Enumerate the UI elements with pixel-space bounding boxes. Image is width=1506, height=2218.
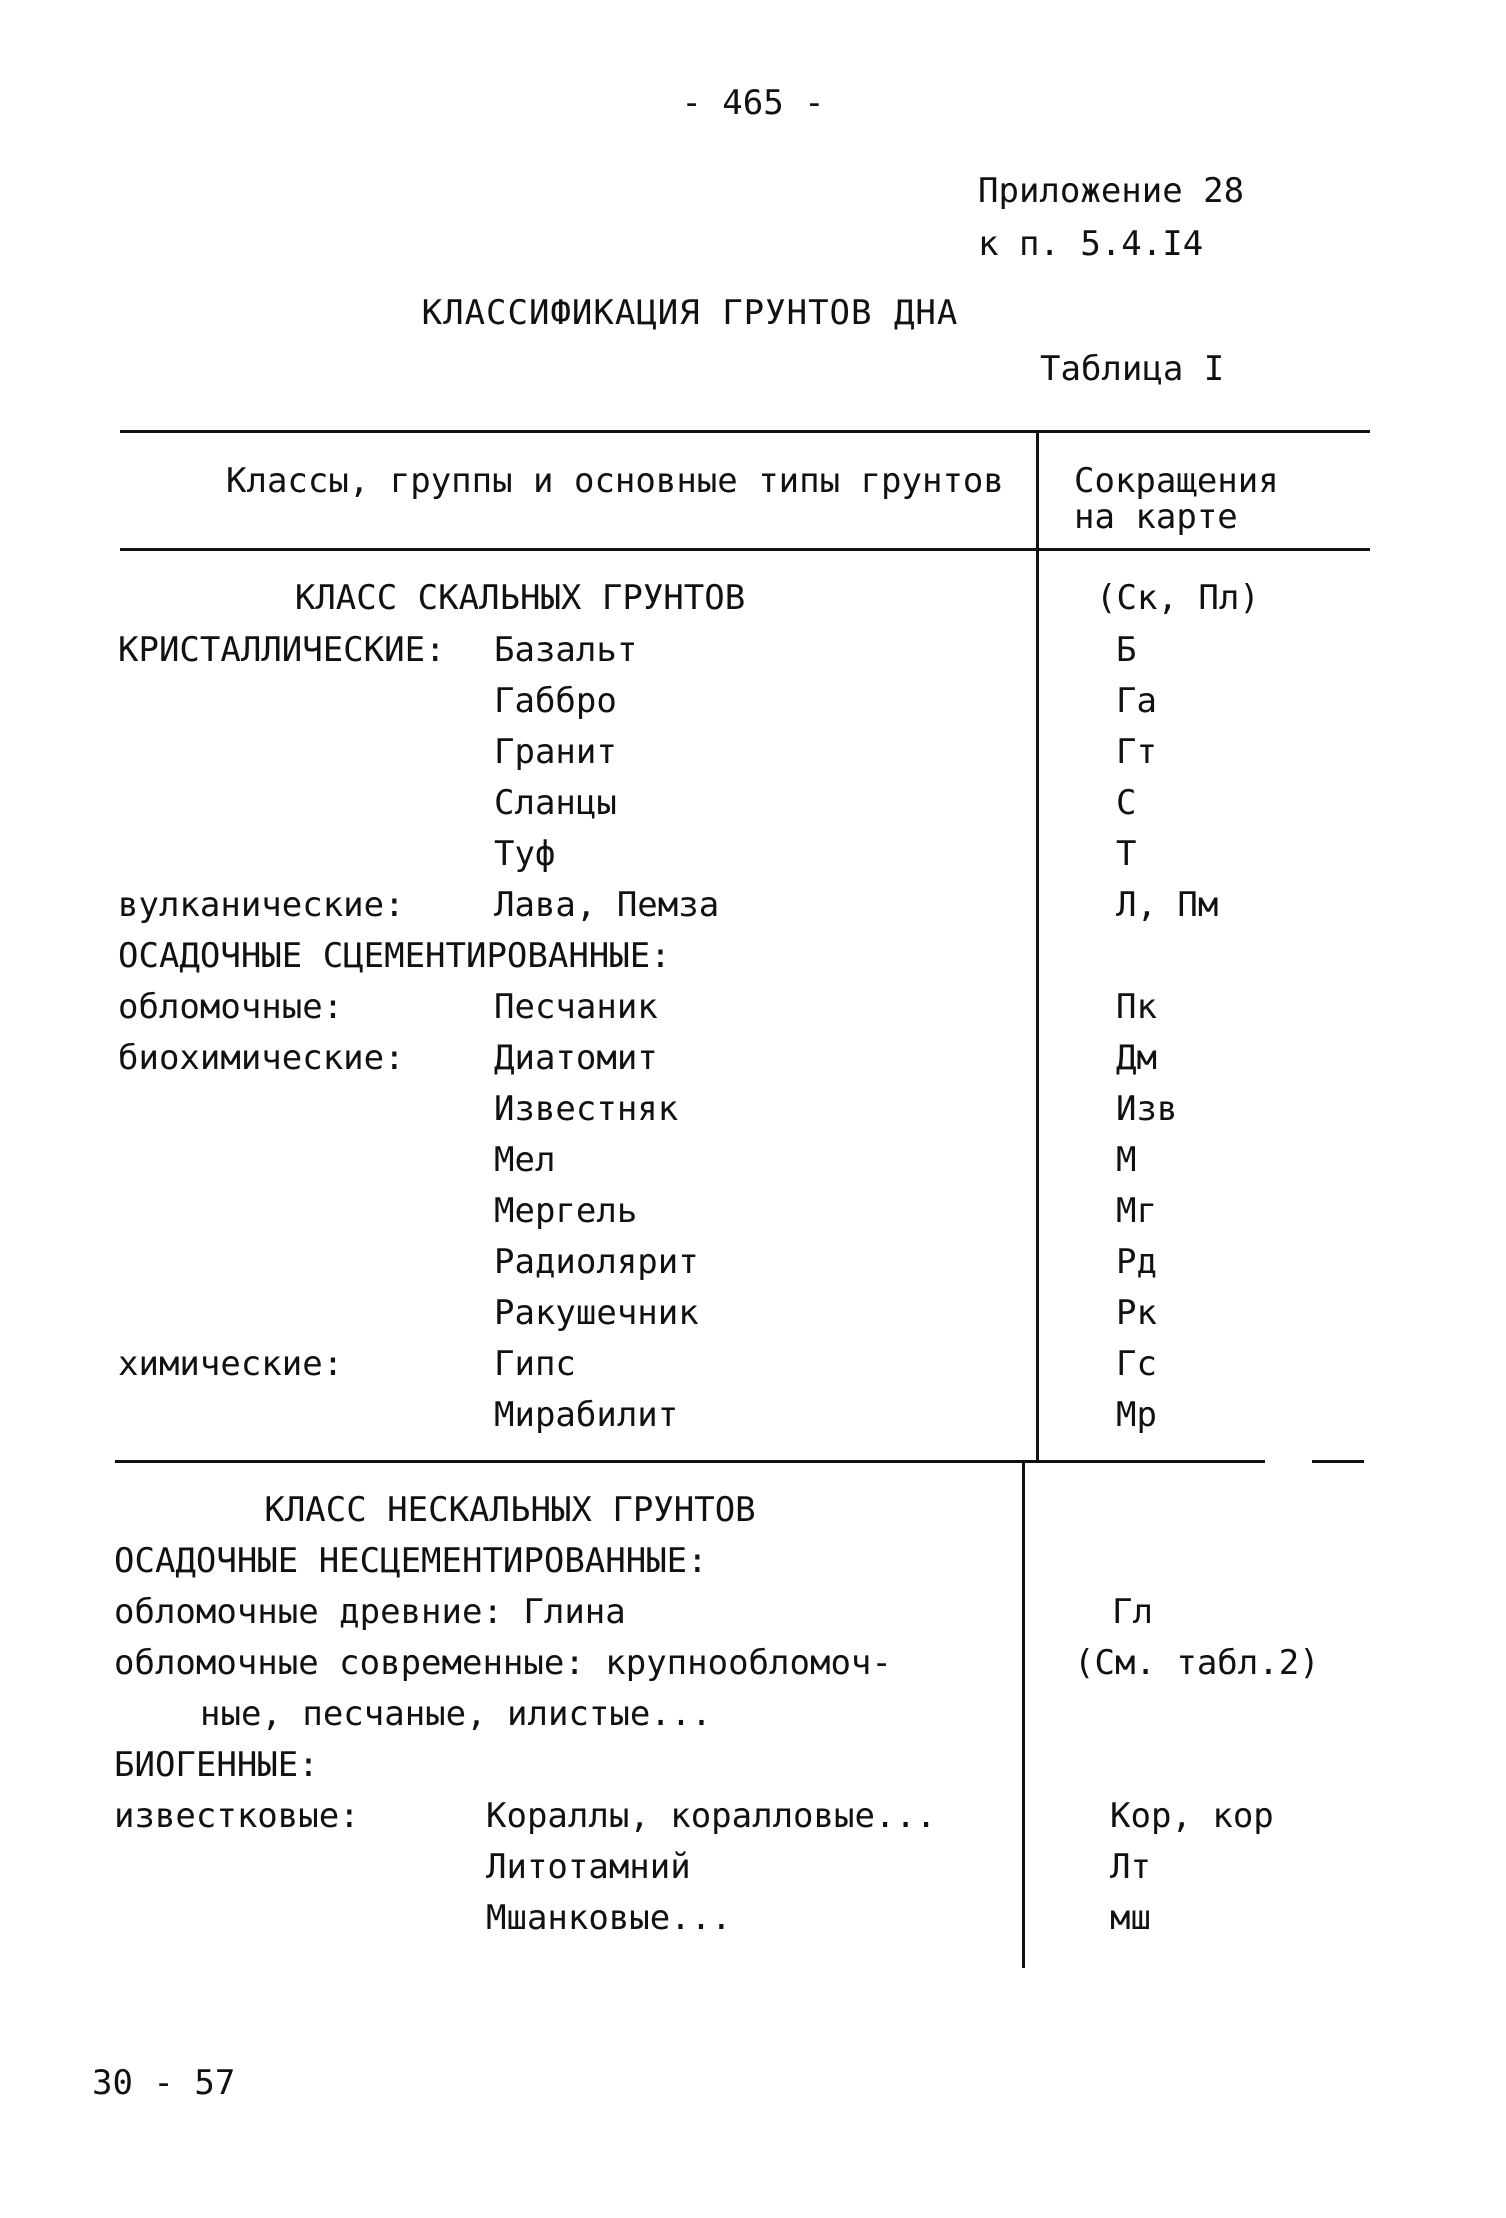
rock-class-abbr: (Ск, Пл)	[1096, 578, 1260, 618]
map-abbreviation: Кор, кор	[1110, 1796, 1274, 1836]
table-row	[0, 630, 1506, 670]
soil-group-line: обломочные древние: Глина	[114, 1592, 626, 1632]
category-label: вулканические:	[118, 885, 405, 925]
table-row	[0, 1898, 1506, 1938]
soil-type: Мирабилит	[494, 1395, 679, 1435]
map-abbreviation: Мг	[1116, 1191, 1157, 1231]
column-header-abbr-line2: на карте	[1074, 497, 1238, 537]
category-label: обломочные:	[118, 987, 344, 1027]
map-abbreviation: Га	[1116, 681, 1157, 721]
table-row	[0, 987, 1506, 1027]
soil-type: Туф	[494, 834, 556, 874]
soil-type: Мшанковые...	[486, 1898, 732, 1938]
rock-class-title: КЛАСС СКАЛЬНЫХ ГРУНТОВ	[294, 578, 746, 618]
table-row	[0, 885, 1506, 925]
map-abbreviation: (См. табл.2)	[1074, 1643, 1320, 1683]
soil-group-line: обломочные современные: крупнообломоч-	[114, 1643, 892, 1683]
table-label: Таблица I	[1040, 349, 1225, 389]
map-abbreviation: Гт	[1116, 732, 1157, 772]
soil-type: Кораллы, коралловые...	[486, 1796, 937, 1836]
map-abbreviation: Гс	[1116, 1344, 1157, 1384]
table-row	[0, 681, 1506, 721]
column-header-types: Классы, группы и основные типы грунтов	[226, 461, 1004, 501]
soil-type: Габбро	[494, 681, 617, 721]
table-row	[0, 1293, 1506, 1333]
map-abbreviation: Мр	[1116, 1395, 1157, 1435]
map-abbreviation: Гл	[1112, 1592, 1153, 1632]
soil-type: Диатомит	[494, 1038, 658, 1078]
soil-type: Мел	[494, 1140, 556, 1180]
page-number: - 465 -	[681, 83, 825, 123]
table-row	[0, 1089, 1506, 1129]
table-row	[0, 1796, 1506, 1836]
category-label: биохимические:	[118, 1038, 405, 1078]
map-abbreviation: Л, Пм	[1116, 885, 1219, 925]
nonrock-class-heading-row	[0, 1490, 1506, 1530]
soil-type: Ракушечник	[494, 1293, 699, 1333]
soil-type: Базальт	[494, 630, 638, 670]
soil-type: Лава, Пемза	[494, 885, 720, 925]
soil-type: Литотамний	[486, 1847, 691, 1887]
document-title: КЛАССИФИКАЦИЯ ГРУНТОВ ДНА	[421, 293, 959, 333]
column-header-abbr-line1: Сокращения	[1074, 461, 1279, 501]
soil-type: Гипс	[494, 1344, 576, 1384]
table-row	[0, 783, 1506, 823]
group-heading: ОСАДОЧНЫЕ СЦЕМЕНТИРОВАННЫЕ:	[118, 936, 671, 976]
map-abbreviation: Рд	[1116, 1242, 1157, 1282]
appendix-label: Приложение 28	[978, 171, 1245, 211]
table-row	[0, 834, 1506, 874]
soil-type: Мергель	[494, 1191, 638, 1231]
header-bottom-rule	[120, 548, 1370, 551]
map-abbreviation: Б	[1116, 630, 1137, 670]
table-top-rule	[120, 430, 1370, 433]
soil-type: Гранит	[494, 732, 617, 772]
class-separator-rule-right	[1312, 1460, 1364, 1463]
map-abbreviation: С	[1116, 783, 1137, 823]
soil-type: Сланцы	[494, 783, 617, 823]
map-abbreviation: Изв	[1116, 1089, 1178, 1129]
map-abbreviation: Дм	[1116, 1038, 1157, 1078]
soil-group-line: ные, песчаные, илистые...	[200, 1694, 712, 1734]
table-row	[0, 1242, 1506, 1282]
category-label: известковые:	[114, 1796, 360, 1836]
table-row	[0, 1344, 1506, 1384]
soil-type: Радиолярит	[494, 1242, 699, 1282]
group-heading: БИОГЕННЫЕ:	[114, 1745, 319, 1785]
table-row	[0, 1140, 1506, 1180]
section-reference: к п. 5.4.I4	[978, 224, 1204, 264]
soil-type: Известняк	[494, 1089, 679, 1129]
column-divider-lower	[1022, 1462, 1025, 1968]
map-abbreviation: Т	[1116, 834, 1137, 874]
soil-type: Песчаник	[494, 987, 658, 1027]
category-label: химические:	[118, 1344, 344, 1384]
map-abbreviation: мш	[1110, 1898, 1151, 1938]
table-row	[0, 1038, 1506, 1078]
table-row	[0, 732, 1506, 772]
map-abbreviation: Пк	[1116, 987, 1157, 1027]
table-row	[0, 1847, 1506, 1887]
nonrock-class-title: КЛАСС НЕСКАЛЬНЫХ ГРУНТОВ	[264, 1490, 756, 1530]
table-row	[0, 936, 1506, 976]
footer-code: 30 - 57	[92, 2063, 236, 2103]
map-abbreviation: Рк	[1116, 1293, 1157, 1333]
rock-class-heading-row	[0, 578, 1506, 618]
category-label: КРИСТАЛЛИЧЕСКИЕ:	[118, 630, 446, 670]
map-abbreviation: Лт	[1110, 1847, 1151, 1887]
class-separator-rule	[115, 1460, 1265, 1463]
group-heading: ОСАДОЧНЫЕ НЕСЦЕМЕНТИРОВАННЫЕ:	[114, 1541, 708, 1581]
table-row	[0, 1191, 1506, 1231]
map-abbreviation: М	[1116, 1140, 1137, 1180]
table-row	[0, 1395, 1506, 1435]
